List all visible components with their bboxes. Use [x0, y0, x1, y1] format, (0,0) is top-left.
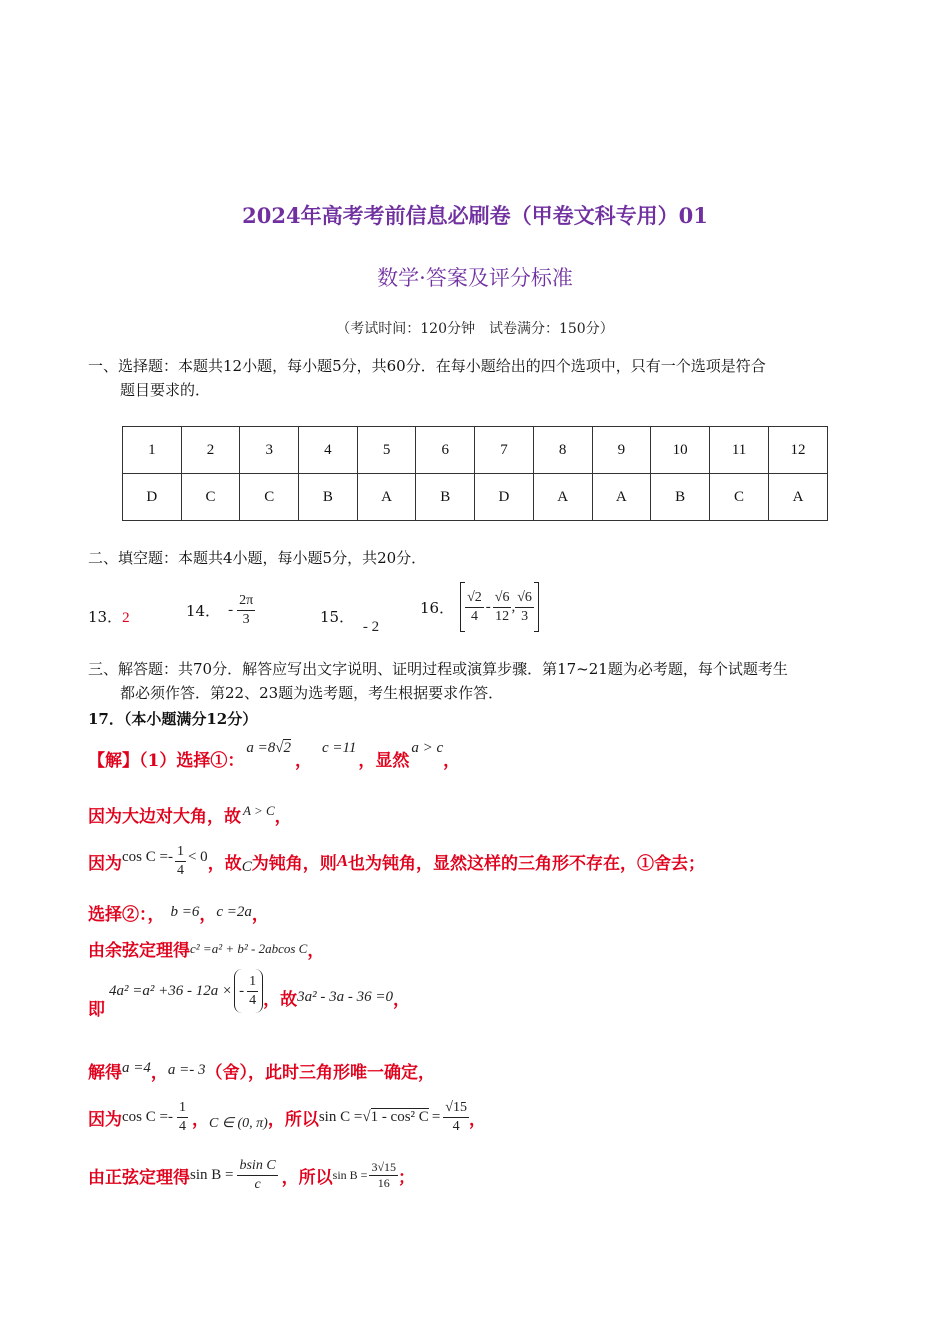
l8-sqrt: 1 - cos² C	[370, 1108, 429, 1125]
l6-paren	[234, 969, 263, 1013]
answer-row	[123, 474, 828, 521]
l1-a-expr: a =8√2	[246, 740, 291, 756]
solution-line-5	[88, 936, 324, 961]
solution-line-2	[88, 802, 292, 827]
q16-interval	[460, 582, 539, 632]
q16-frac-c	[515, 589, 534, 626]
question-number-cell: 4	[299, 427, 358, 474]
question-number-cell: 5	[357, 427, 416, 474]
q16-frac-a-den: 4	[470, 608, 478, 624]
q14-fraction	[237, 592, 255, 629]
answer-cell: B	[651, 474, 710, 521]
solution-line-8	[88, 1094, 486, 1140]
l8-sin: sin C =	[318, 1108, 363, 1125]
q14-label: 14．	[186, 602, 221, 620]
l5-end: ，	[307, 941, 325, 961]
solution-line-3	[88, 838, 705, 884]
answer-cell: C	[710, 474, 769, 521]
l3-A: A	[336, 851, 349, 870]
l7-prefix: 解得	[88, 1063, 122, 1083]
section1-line2: 题目要求的．	[120, 381, 211, 399]
q13-answer: 2	[122, 610, 130, 626]
l6-prefix: 即	[88, 999, 105, 1020]
l8-result	[443, 1099, 469, 1136]
question-number-cell: 12	[768, 427, 827, 474]
answer-cell: A	[533, 474, 592, 521]
l9-fraction	[237, 1157, 277, 1194]
q16-frac-c-num: √6	[515, 589, 534, 608]
l3-C: C	[241, 858, 252, 875]
q16-frac-a-num: √2	[465, 589, 484, 608]
q16-comma: ,	[511, 598, 516, 615]
l1-c: c =11	[321, 740, 357, 756]
l1-prefix: 【解】（1）选择①：	[88, 751, 245, 771]
l8-prefix: 因为	[88, 1109, 122, 1130]
l2-end: ，	[274, 807, 292, 827]
section3-instructions	[88, 657, 788, 705]
answer-15	[320, 606, 380, 635]
l8-sqrt-expr: √1 - cos² C	[362, 1108, 429, 1125]
section2-instructions: 二、填空题：本题共4小题，每小题5分，共20分．	[88, 549, 427, 567]
answer-cell: B	[416, 474, 475, 521]
l1-a: a =8	[246, 740, 276, 756]
l8-eq: =	[431, 1108, 441, 1125]
section1-instructions	[88, 354, 766, 402]
l9-sinB: sin B =	[190, 1166, 234, 1183]
answer-cell: A	[768, 474, 827, 521]
l9-result	[369, 1160, 398, 1191]
l9-mid: ，所以	[281, 1167, 333, 1188]
l5-prefix: 由余弦定理得	[88, 941, 190, 961]
question-number-cell: 8	[533, 427, 592, 474]
l3-frac-num: 1	[175, 843, 186, 862]
l7-root2: a =- 3	[167, 1062, 206, 1078]
l7-root1: a =4	[122, 1060, 151, 1076]
answer-cell: A	[357, 474, 416, 521]
question-number-cell: 1	[123, 427, 182, 474]
l3-mid1: ，故	[207, 853, 242, 874]
answer-cell: D	[475, 474, 534, 521]
l3-prefix: 因为	[88, 853, 122, 874]
l8-mid: ，所以	[267, 1109, 319, 1130]
question-number-row	[123, 427, 828, 474]
solution-line-9	[88, 1152, 415, 1198]
q16-frac-a	[465, 589, 484, 626]
section3-line1: 三、解答题：共70分．解答应写出文字说明、证明过程或演算步骤．第17~21题为必考题，每个试题考生	[88, 660, 788, 678]
l2-math: A > C	[243, 802, 275, 818]
question-number-cell: 11	[710, 427, 769, 474]
answer-13	[88, 606, 130, 627]
l6-paren-frac	[247, 973, 258, 1010]
l1-a-sqrt: 2	[283, 740, 291, 756]
question-number-cell: 3	[240, 427, 299, 474]
answer-table	[122, 426, 828, 521]
l7-end: （舍），此时三角形唯一确定，	[205, 1063, 435, 1083]
l1-relation: a > c	[411, 740, 444, 756]
l3-cos: cos C =-	[122, 848, 173, 865]
answer-cell: B	[299, 474, 358, 521]
l8-domain: C ∈ (0, π)	[208, 1115, 268, 1131]
answer-14	[186, 592, 255, 629]
l8-result-den: 4	[452, 1118, 460, 1134]
l9-sinB2: sin B =	[332, 1167, 368, 1182]
l8-sep: ，	[191, 1109, 209, 1130]
q17-header: 17．（本小题满分12分）	[88, 710, 258, 728]
l4-c: c =2a	[216, 904, 252, 920]
l8-num: 1	[177, 1099, 188, 1118]
q16-label: 16．	[420, 598, 455, 617]
l3-mid2: 为钝角，则	[251, 853, 337, 874]
answer-16	[420, 580, 539, 634]
question-number-cell: 10	[651, 427, 710, 474]
l8-fraction	[177, 1099, 188, 1136]
solution-line-6	[88, 970, 410, 1024]
l1-sep: ，	[294, 751, 312, 771]
section1-line1: 一、选择题：本题共12小题，每小题5分，共60分．在每小题给出的四个选项中，只有一个选项是符合	[88, 357, 766, 375]
q16-frac-b-num: √6	[493, 589, 512, 608]
l6-equation: 4a² =a² +36 - 12a ×	[109, 982, 233, 999]
l9-end: ；	[398, 1167, 416, 1188]
solution-line-4	[88, 900, 269, 925]
l6-quadratic: 3a² - 3a - 36 =0	[297, 988, 393, 1005]
l6-paren-num: 1	[247, 973, 258, 992]
document-subtitle: 数学·答案及评分标准	[377, 266, 573, 290]
answer-cell: D	[123, 474, 182, 521]
l4-sep: ，	[199, 905, 217, 925]
l1-mid: ，显然	[358, 751, 410, 771]
l8-den: 4	[178, 1118, 186, 1134]
l1-end: ，	[443, 751, 461, 771]
l4-prefix: 选择②：，	[88, 905, 165, 925]
section3-line2: 都必须作答．第22、23题为选考题，考生根据要求作答．	[120, 684, 504, 702]
l9-den: c	[254, 1176, 261, 1192]
document-title: 2024年高考考前信息必刷卷（甲卷文科专用）01	[242, 203, 708, 228]
q14-denominator: 3	[242, 612, 250, 627]
l8-cos: cos C =-	[122, 1108, 173, 1125]
q16-frac-b	[493, 589, 512, 626]
l5-law-of-cosines: c² =a² + b² - 2abcos C	[190, 940, 308, 956]
question-number-cell: 7	[475, 427, 534, 474]
solution-line-7	[88, 1058, 435, 1083]
answer-cell: C	[240, 474, 299, 521]
solution-line-1	[88, 740, 461, 771]
exam-info: （考试时间：120分钟 试卷满分：150分）	[336, 321, 614, 337]
l9-prefix: 由正弦定理得	[88, 1167, 190, 1188]
l6-paren-den: 4	[249, 992, 257, 1008]
q14-numerator: 2π	[237, 592, 255, 611]
answer-cell: C	[181, 474, 240, 521]
l4-end: ，	[251, 905, 269, 925]
l8-end: ，	[468, 1109, 486, 1130]
question-number-cell: 6	[416, 427, 475, 474]
answer-cell: A	[592, 474, 651, 521]
l6-mid: ，故	[263, 989, 298, 1010]
l8-result-num: √15	[443, 1099, 469, 1118]
l9-result-num: 3√15	[371, 1159, 397, 1174]
l6-paren-sign: -	[239, 982, 245, 999]
question-number-cell: 9	[592, 427, 651, 474]
q15-label: 15．	[320, 608, 355, 626]
l3-fraction	[175, 843, 186, 880]
l3-lt-zero: < 0	[187, 848, 208, 865]
q14-sign: -	[228, 602, 234, 618]
q16-frac-c-den: 3	[521, 608, 529, 624]
question-number-cell: 2	[181, 427, 240, 474]
q15-answer: - 2	[362, 619, 380, 635]
l3-end: 也为钝角，显然这样的三角形不存在，①舍去；	[348, 853, 706, 874]
l7-sep: ，	[150, 1063, 168, 1083]
q16-frac-b-den: 12	[495, 608, 510, 624]
q16-minus: -	[485, 598, 491, 615]
l4-b: b =6	[170, 904, 200, 920]
l6-end: ，	[392, 989, 410, 1010]
l2-prefix: 因为大边对大角，故	[88, 807, 241, 827]
q13-label: 13．	[88, 608, 123, 626]
l9-result-den: 16	[377, 1175, 390, 1190]
l9-num: bsin C	[237, 1157, 277, 1176]
l3-frac-den: 4	[176, 862, 184, 878]
